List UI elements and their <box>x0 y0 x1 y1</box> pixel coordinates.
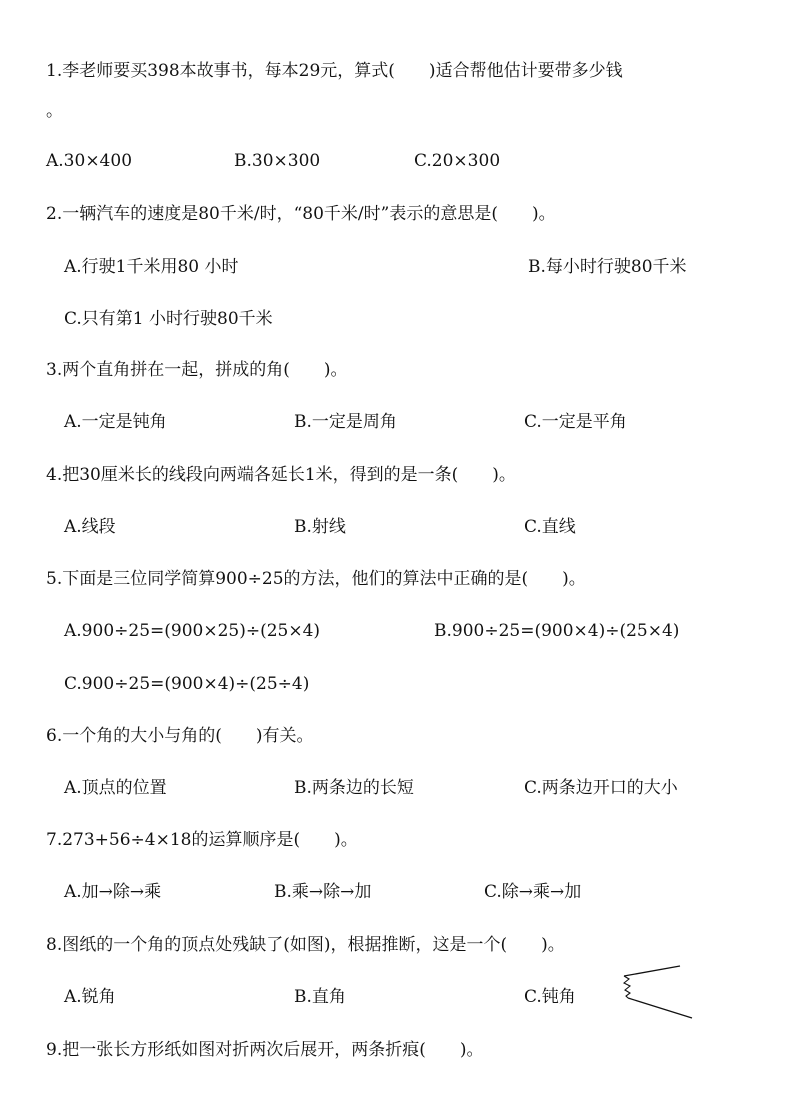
question-8-stem: 8.图纸的一个角的顶点处残缺了(如图)，根据推断，这是一个( )。 <box>46 935 565 955</box>
question-6-option-c: C.两条边开口的大小 <box>524 778 678 798</box>
broken-angle-figure <box>612 958 712 1028</box>
question-3-stem: 3.两个直角拼在一起，拼成的角( )。 <box>46 360 348 380</box>
question-4-stem: 4.把30厘米长的线段向两端各延长1米，得到的是一条( )。 <box>46 465 516 485</box>
question-2-stem: 2.一辆汽车的速度是80千米/时，“80千米/时”表示的意思是( )。 <box>46 204 556 224</box>
question-8-option-b: B.直角 <box>294 987 346 1007</box>
question-1-option-a: A.30×400 <box>46 151 133 171</box>
question-8-option-c: C.钝角 <box>524 987 576 1007</box>
question-7-stem: 7.273+56÷4×18的运算顺序是( )。 <box>46 830 358 850</box>
question-3-option-c: C.一定是平角 <box>524 412 627 432</box>
torn-vertex-edge <box>624 976 630 998</box>
question-2-option-c: C.只有第1 小时行驶80千米 <box>64 309 273 329</box>
question-9-stem: 9.把一张长方形纸如图对折两次后展开，两条折痕( )。 <box>46 1040 484 1060</box>
question-7-option-c: C.除→乘→加 <box>484 882 582 902</box>
question-4-option-a: A.线段 <box>64 517 116 537</box>
question-1-stem: 1.李老师要买398本故事书，每本29元，算式( )适合帮他估计要带多少钱 <box>46 61 623 81</box>
question-6-stem: 6.一个角的大小与角的( )有关。 <box>46 726 314 746</box>
question-7-option-b: B.乘→除→加 <box>274 882 372 902</box>
question-2-option-b: B.每小时行驶80千米 <box>528 257 687 277</box>
angle-upper-ray <box>624 966 680 976</box>
question-3-option-b: B.一定是周角 <box>294 412 397 432</box>
question-1-stem-continued: 。 <box>46 101 63 121</box>
angle-lower-ray <box>628 998 692 1018</box>
question-6-option-a: A.顶点的位置 <box>64 778 167 798</box>
question-4-option-c: C.直线 <box>524 517 576 537</box>
question-3-option-a: A.一定是钝角 <box>64 412 167 432</box>
question-5-option-b: B.900÷25=(900×4)÷(25×4) <box>434 621 680 641</box>
question-6-option-b: B.两条边的长短 <box>294 778 414 798</box>
question-5-stem: 5.下面是三位同学简算900÷25的方法，他们的算法中正确的是( )。 <box>46 569 586 589</box>
question-2-option-a: A.行驶1千米用80 小时 <box>64 257 239 277</box>
question-5-option-a: A.900÷25=(900×25)÷(25×4) <box>64 621 321 641</box>
question-1-option-b: B.30×300 <box>234 151 321 171</box>
question-4-option-b: B.射线 <box>294 517 346 537</box>
question-7-option-a: A.加→除→乘 <box>64 882 162 902</box>
question-8-option-a: A.锐角 <box>64 987 116 1007</box>
question-5-option-c: C.900÷25=(900×4)÷(25÷4) <box>64 674 310 694</box>
question-1-option-c: C.20×300 <box>414 151 501 171</box>
